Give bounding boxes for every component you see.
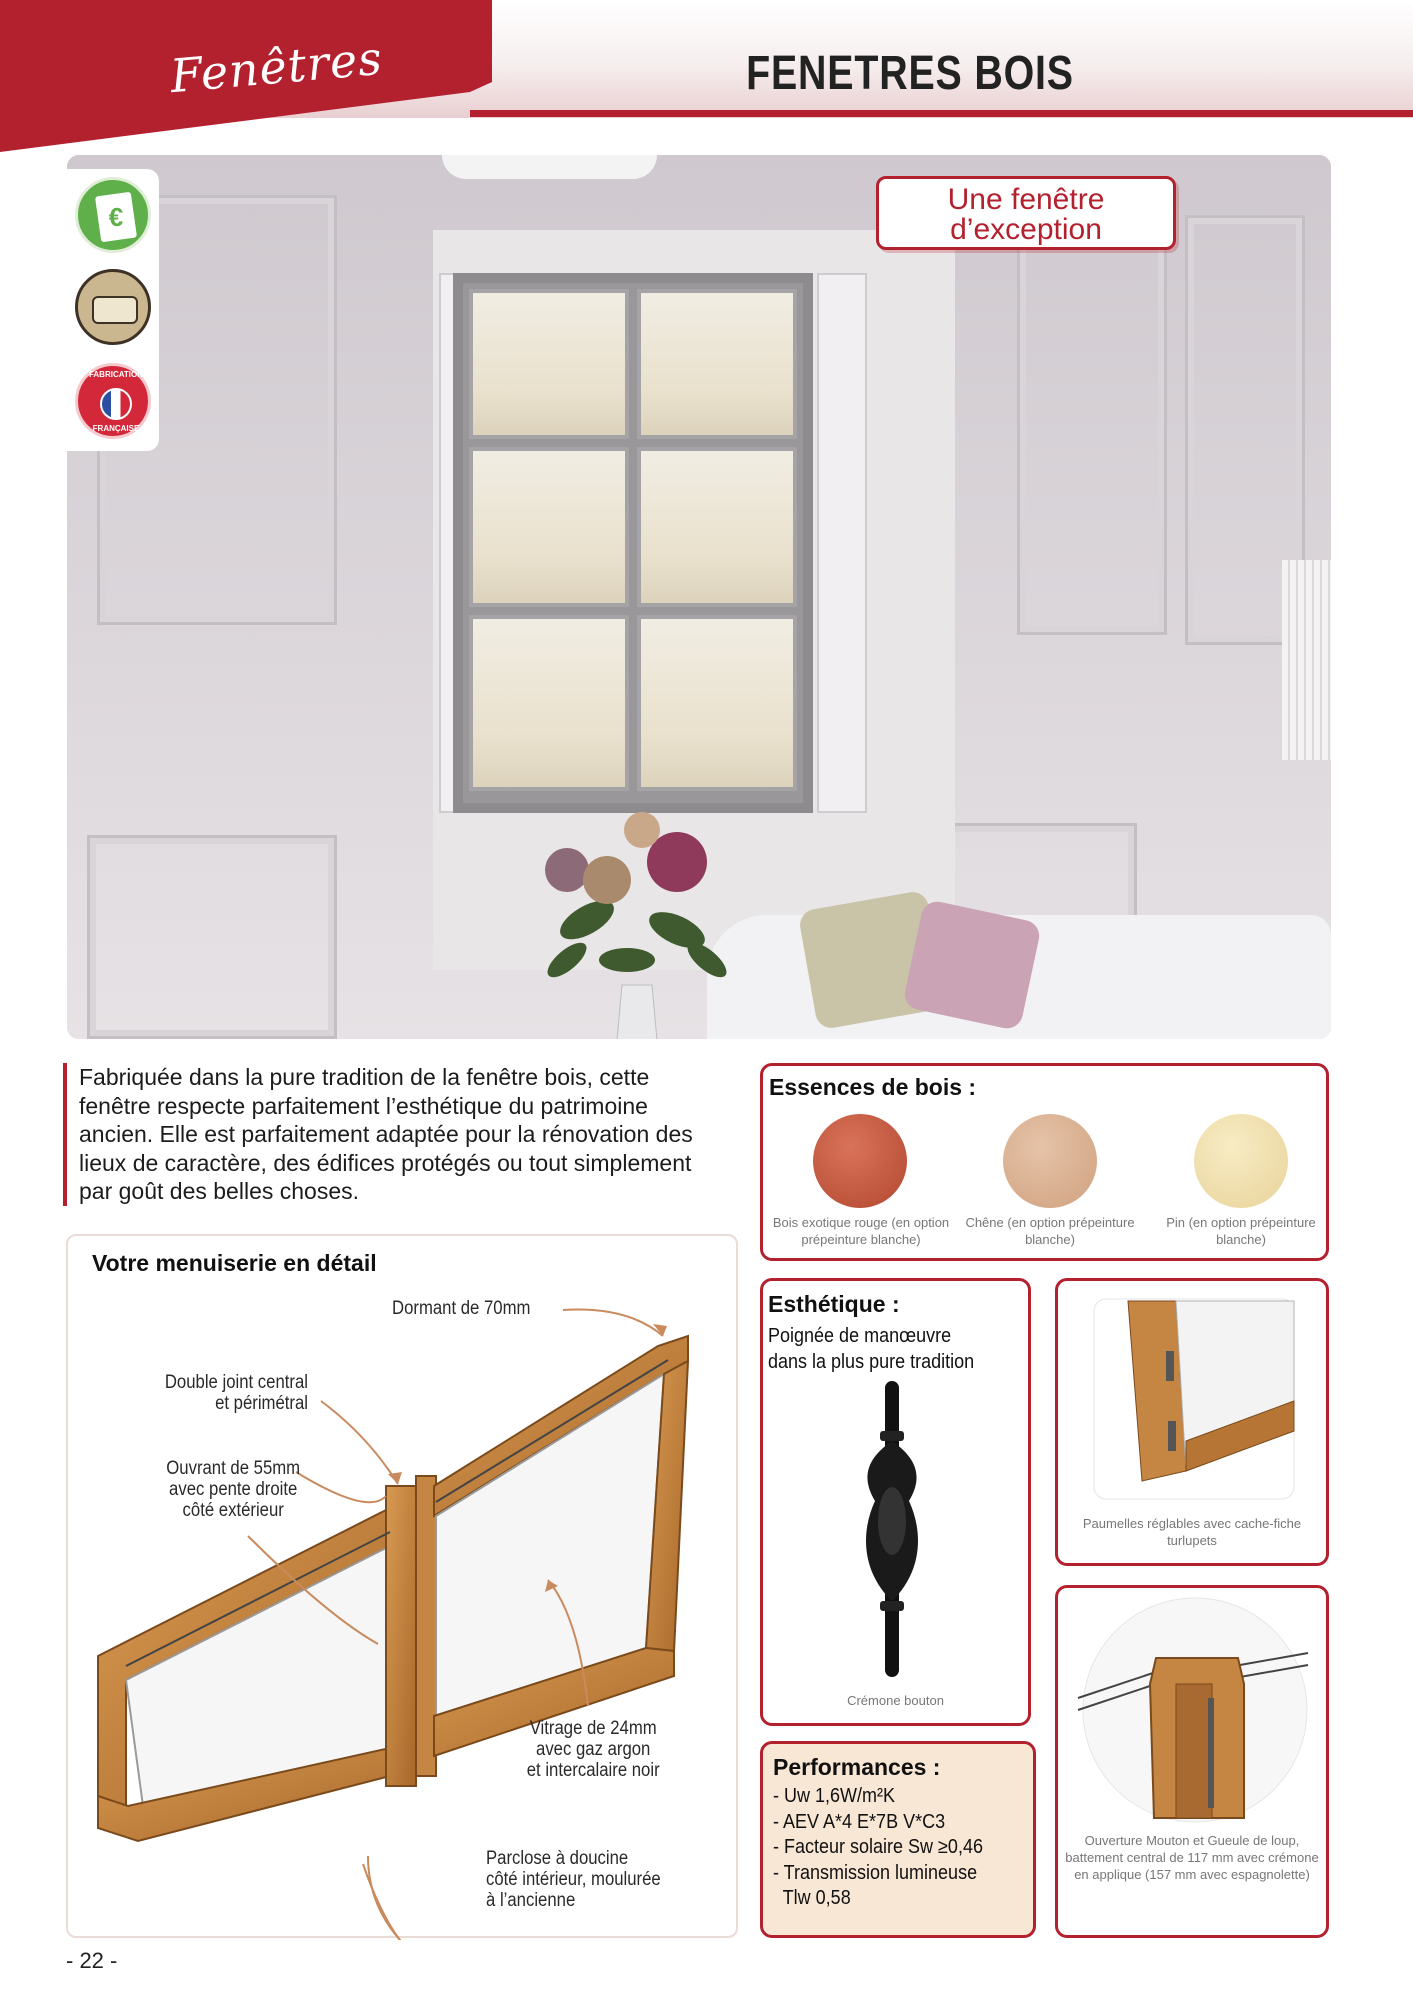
mullion-section-image	[1058, 1588, 1332, 1941]
esthetique-line1: Poignée de manœuvre	[768, 1325, 952, 1347]
tagline: Une fenêtre d’exception	[876, 176, 1176, 250]
performance-item: - Uw 1,6W/m²K	[773, 1785, 896, 1807]
label-vitrage-line1: Vitrage de 24mm	[529, 1718, 657, 1739]
page-number: - 22 -	[66, 1948, 118, 1973]
euro-icon: €	[108, 202, 124, 232]
swatch-caption: Bois exotique rouge (en option prépeinture blanche)	[772, 1215, 950, 1247]
french-flag-icon	[100, 388, 132, 420]
label-vitrage-line2: avec gaz argon	[536, 1739, 651, 1760]
lamp	[1282, 560, 1331, 760]
performance-item: - Facteur solaire Sw ≥0,46	[773, 1836, 983, 1858]
window-shutter-right	[817, 273, 867, 813]
esthetique-line2: dans la plus pure tradition	[768, 1351, 975, 1373]
section-label: Fenêtres	[168, 30, 385, 104]
esthetique-title: Esthétique :	[768, 1291, 900, 1317]
performance-panel	[760, 1741, 1036, 1938]
header-rule	[470, 110, 1413, 117]
window-pane	[469, 289, 629, 439]
window-frame	[453, 273, 813, 813]
hinges-caption: Paumelles réglables avec cache-fiche turlupets	[1082, 1516, 1302, 1548]
performance-item: - AEV A*4 E*7B V*C3	[773, 1810, 946, 1833]
label-ouvrant-line3: côté extérieur	[182, 1500, 284, 1521]
window-pane	[469, 615, 629, 791]
label-dormant: Dormant de 70mm	[392, 1298, 531, 1319]
wood-species-title: Essences de bois :	[769, 1074, 977, 1100]
performance-list	[773, 1784, 1025, 1912]
label-ouvrant-line1: Ouvrant de 55mm	[166, 1458, 301, 1479]
performance-item: - Transmission lumineuse	[773, 1861, 978, 1884]
wall-molding	[1017, 195, 1167, 635]
label-parclose-line1: Parclose à doucine	[486, 1848, 629, 1869]
label-parclose-line2: côté intérieur, moulurée	[486, 1869, 661, 1890]
intro-paragraph: Fabriquée dans la pure tradition de la fenêtre bois, cette fenêtre respecte parfaitement l’esthétique du patrimoine ancien. Elle est parfaitement adaptée pour la rénovation des lieux de caractère, des édifices protégés ou tout simplement par goût des belles choses.	[63, 1063, 723, 1206]
tape-icon	[92, 296, 138, 324]
swatch-caption: Chêne (en option prépeinture blanche)	[965, 1215, 1135, 1247]
made-in-france-badge-icon	[75, 363, 151, 439]
window-pane	[637, 615, 797, 791]
label-vitrage-line3: et intercalaire noir	[526, 1760, 660, 1781]
detail-title: Votre menuiserie en détail	[92, 1250, 377, 1276]
window-pane	[637, 289, 797, 439]
hinges-panel	[1055, 1278, 1329, 1566]
wall-molding	[87, 835, 337, 1039]
ceiling-light	[442, 155, 657, 179]
window-pane	[469, 447, 629, 607]
detail-panel	[66, 1234, 738, 1938]
window-pane	[637, 447, 797, 607]
opening-caption: Ouverture Mouton et Gueule de loup, battement central de 117 mm avec crémone en applique (157 mm avec espagnolette)	[1065, 1833, 1319, 1882]
performance-title: Performances :	[773, 1754, 941, 1780]
swatch-caption: Pin (en option prépeinture blanche)	[1166, 1215, 1316, 1247]
badge-strip	[67, 169, 159, 451]
swatch-exotic-red	[813, 1114, 907, 1208]
esthetique-panel	[760, 1278, 1031, 1726]
label-ouvrant-line2: avec pente droite	[169, 1479, 298, 1500]
price-badge-icon	[75, 177, 151, 253]
handle-caption: Crémone bouton	[847, 1693, 944, 1708]
performance-item: Tlw 0,58	[773, 1887, 851, 1909]
swatch-oak	[1003, 1114, 1097, 1208]
flower-vase	[527, 810, 747, 1039]
opening-panel	[1055, 1585, 1329, 1938]
label-joint-line2: et périmétral	[215, 1393, 308, 1414]
hero-photo	[67, 155, 1331, 1039]
swatch-pine	[1194, 1114, 1288, 1208]
label-joint-line1: Double joint central	[164, 1372, 308, 1393]
label-parclose-line3: à l’ancienne	[486, 1890, 576, 1911]
badge-text-top: FABRICATION	[88, 370, 144, 379]
measure-tape-icon	[75, 269, 151, 345]
wood-species-panel	[760, 1063, 1329, 1261]
badge-text-bottom: FRANÇAISE	[92, 424, 140, 433]
window-section-diagram	[68, 1236, 740, 1940]
page-title: FENETRES BOIS	[746, 47, 1074, 100]
